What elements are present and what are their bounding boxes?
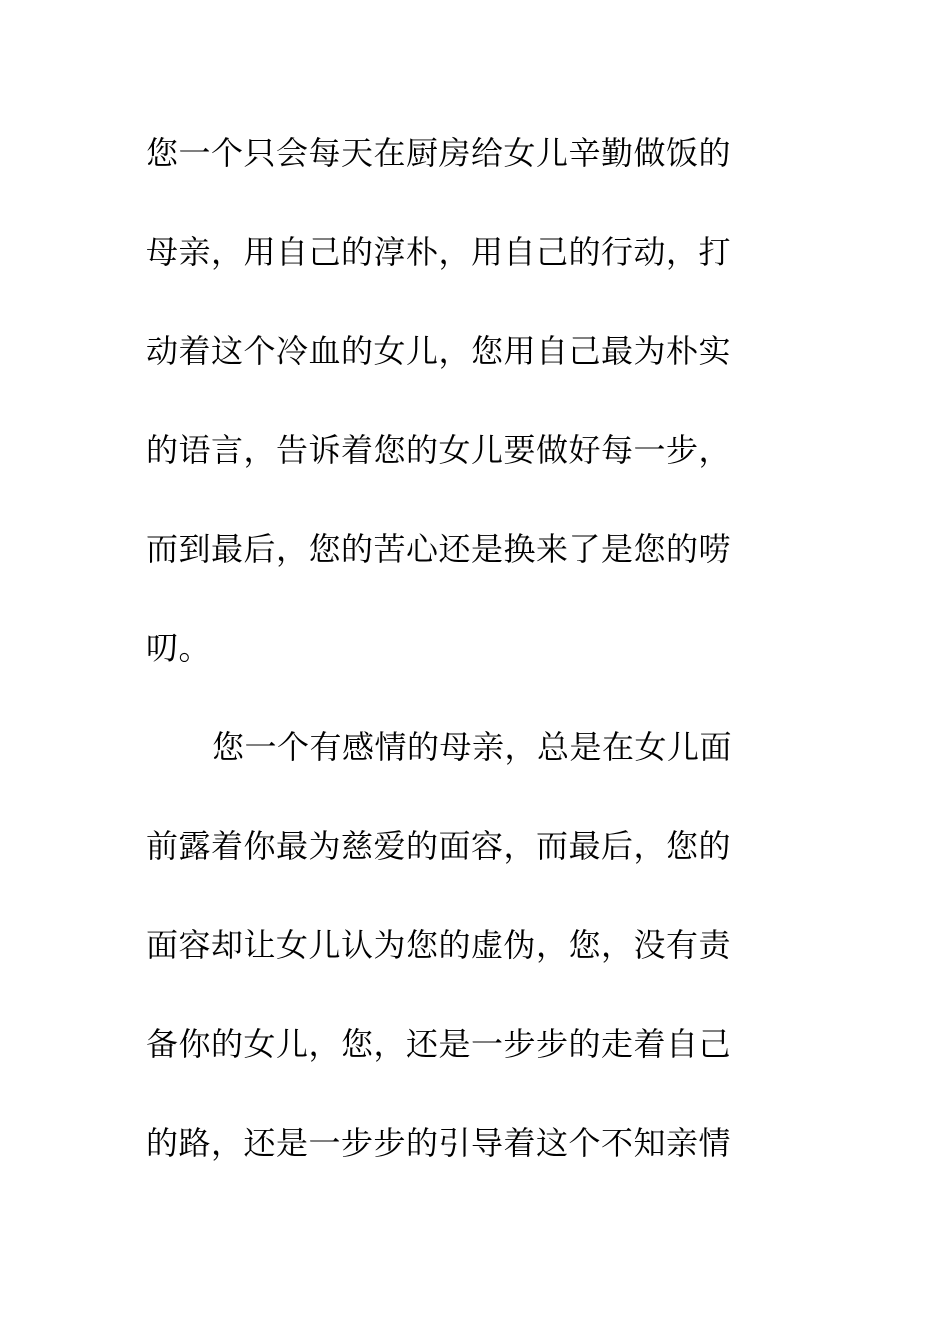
text-line: 母亲，用自己的淳朴，用自己的行动，打 <box>146 233 732 271</box>
text-line: 而到最后，您的苦心还是换来了是您的唠 <box>146 530 732 568</box>
paragraph-start-line: 您一个有感情的母亲，总是在女儿面 <box>212 728 733 766</box>
text-line: 的语言，告诉着您的女儿要做好每一步， <box>146 431 732 469</box>
text-line: 的路，还是一步步的引导着这个不知亲情 <box>146 1124 732 1162</box>
body-text <box>146 123 786 1212</box>
text-line: 前露着你最为慈爱的面容，而最后，您的 <box>146 827 732 865</box>
text-line: 您一个只会每天在厨房给女儿辛勤做饭的 <box>146 134 732 172</box>
text-line: 备你的女儿，您，还是一步步的走着自己 <box>146 1025 732 1063</box>
text-line: 叨。 <box>146 629 212 667</box>
text-line: 面容却让女儿认为您的虚伪，您，没有责 <box>146 926 732 964</box>
text-line: 动着这个冷血的女儿，您用自己最为朴实 <box>146 332 732 370</box>
